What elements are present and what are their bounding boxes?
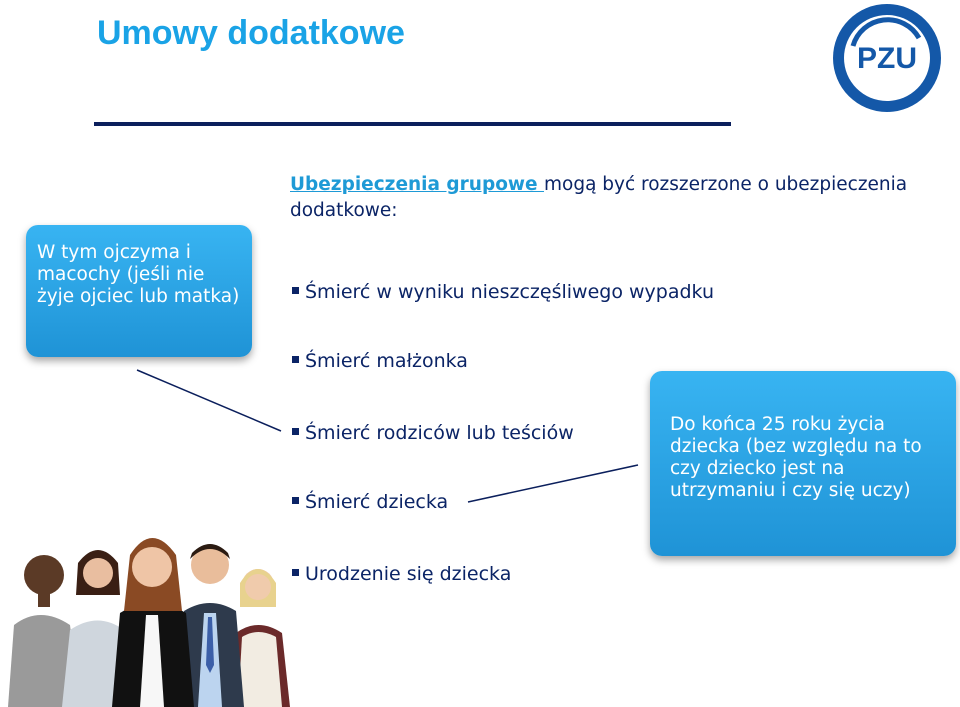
list-item: Śmierć małżonka bbox=[292, 350, 468, 372]
person-figure bbox=[112, 538, 194, 707]
group-insurance-link[interactable]: Ubezpieczenia grupowe bbox=[290, 174, 544, 195]
business-team-photo bbox=[0, 515, 300, 707]
intro-rest: mogą być rozszerzone o ubezpieczenia dodatkowe: bbox=[290, 174, 908, 221]
list-item: Śmierć w wyniku nieszczęśliwego wypadku bbox=[292, 281, 714, 303]
list-item: Śmierć rodziców lub teściów bbox=[292, 422, 574, 444]
list-item: Śmierć dziecka bbox=[292, 491, 448, 513]
page-title: Umowy dodatkowe bbox=[97, 14, 405, 52]
list-item: Urodzenie się dziecka bbox=[292, 563, 511, 585]
callout-stepparents: W tym ojczyma i macochy (jeśli nie żyje ojciec lub matka) bbox=[26, 225, 252, 357]
svg-text:PZU: PZU bbox=[857, 42, 917, 75]
callout-child-age: Do końca 25 roku życia dziecka (bez względu na to czy dziecko jest na utrzymaniu i czy się uczy) bbox=[650, 371, 956, 556]
